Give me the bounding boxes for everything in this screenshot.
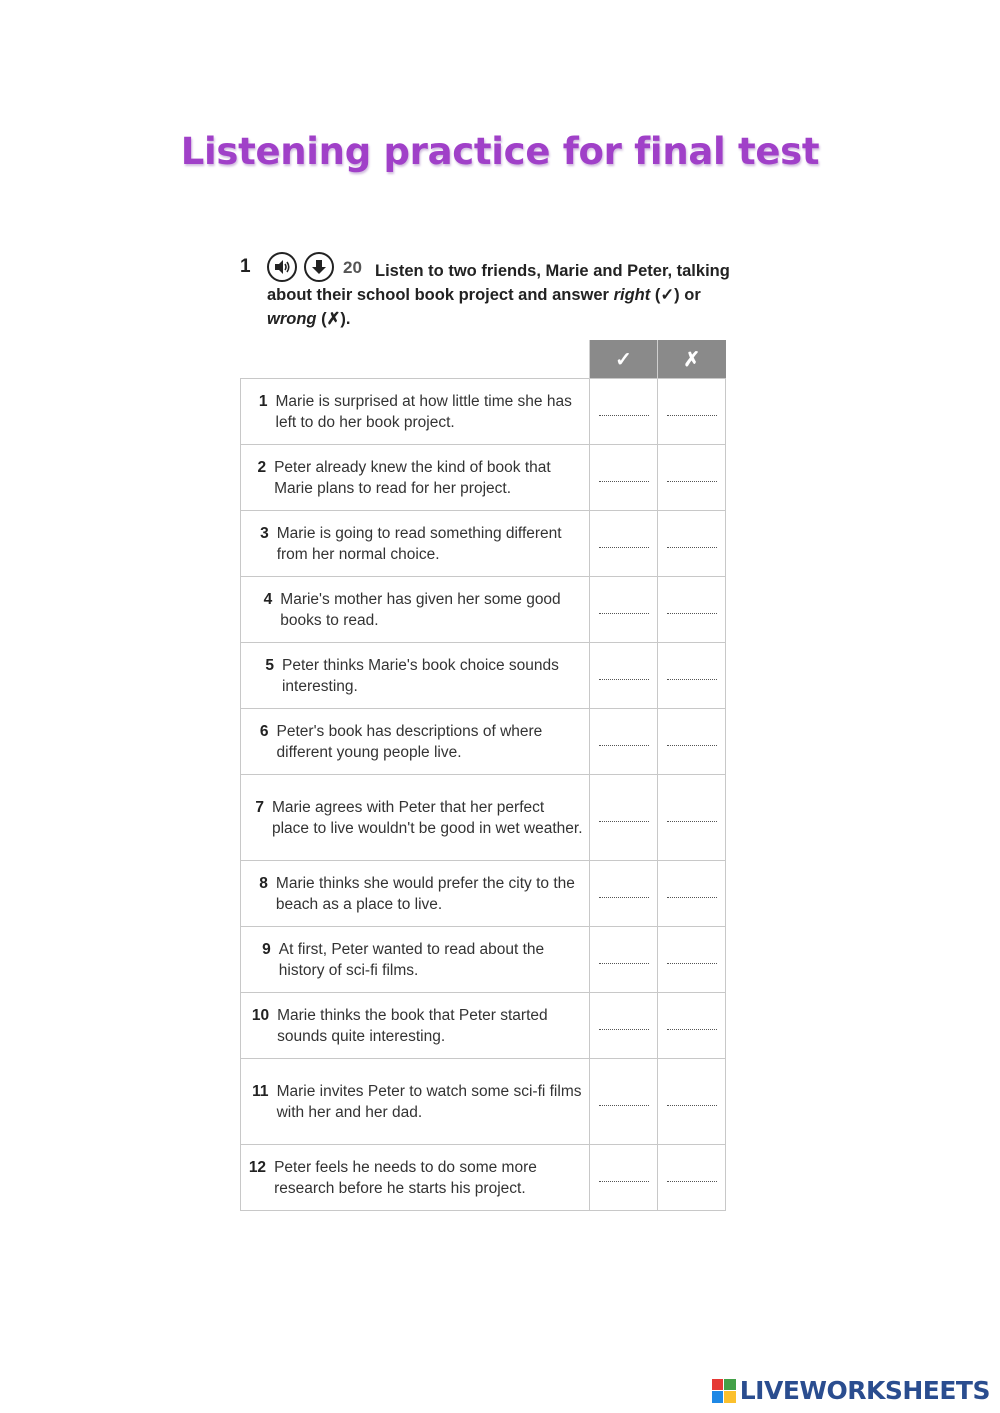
question-text: Marie is surprised at how little time she has left to do her book project.: [275, 392, 572, 431]
answer-blank[interactable]: [667, 546, 717, 548]
exercise-number: 1: [240, 256, 251, 277]
answer-wrong-cell[interactable]: [658, 445, 726, 511]
answer-wrong-cell[interactable]: [658, 1059, 726, 1145]
question-number: 4: [263, 590, 273, 608]
question-cell: [241, 1059, 590, 1145]
answer-wrong-cell[interactable]: [658, 861, 726, 927]
answer-right-cell[interactable]: [590, 775, 658, 861]
question-cell: [241, 643, 590, 709]
question-cell: [241, 445, 590, 511]
answer-right-cell[interactable]: [590, 577, 658, 643]
answer-blank[interactable]: [599, 612, 649, 614]
answer-wrong-cell[interactable]: [658, 775, 726, 861]
wrong-word: wrong: [267, 310, 317, 328]
right-word: right: [613, 286, 651, 304]
table-row: [241, 643, 726, 709]
table-row: [241, 993, 726, 1059]
table-row: [241, 379, 726, 445]
answer-right-cell[interactable]: [590, 379, 658, 445]
question-text: Peter's book has descriptions of where different young people live.: [276, 722, 543, 761]
answer-wrong-cell[interactable]: [658, 1145, 726, 1211]
answer-blank[interactable]: [599, 1104, 649, 1106]
table-row: [241, 709, 726, 775]
question-number: 3: [260, 524, 269, 542]
question-text: Marie's mother has given her some good books to read.: [280, 590, 561, 629]
answer-blank[interactable]: [599, 820, 649, 822]
question-text: Peter feels he needs to do some more research before he starts his project.: [274, 1158, 537, 1197]
footer-brand: [712, 1376, 990, 1405]
answer-right-cell[interactable]: [590, 993, 658, 1059]
answer-right-cell[interactable]: [590, 709, 658, 775]
answer-blank[interactable]: [667, 820, 717, 822]
track-number: 20: [343, 258, 362, 277]
answer-blank[interactable]: [599, 1180, 649, 1182]
header-wrong: ✗: [658, 340, 726, 379]
answer-right-cell[interactable]: [590, 861, 658, 927]
question-number: 10: [251, 1006, 270, 1024]
wrong-symbol: (✗).: [321, 310, 351, 328]
table-row: [241, 927, 726, 993]
question-number: 9: [262, 940, 271, 958]
question-text: Marie agrees with Peter that her perfect place to live wouldn't be good in wet weather.: [271, 798, 583, 837]
answer-blank[interactable]: [667, 678, 717, 680]
answer-blank[interactable]: [599, 414, 649, 416]
table-row: [241, 1145, 726, 1211]
answer-wrong-cell[interactable]: [658, 511, 726, 577]
table-row: [241, 511, 726, 577]
answer-wrong-cell[interactable]: [658, 643, 726, 709]
right-symbol: (✓): [654, 286, 680, 304]
answer-right-cell[interactable]: [590, 1145, 658, 1211]
question-cell: [241, 1145, 590, 1211]
answer-blank[interactable]: [667, 962, 717, 964]
question-number: 12: [248, 1158, 267, 1176]
answer-blank[interactable]: [667, 414, 717, 416]
answer-blank[interactable]: [599, 962, 649, 964]
question-number: 7: [255, 798, 264, 816]
header-right: ✓: [590, 340, 658, 379]
answer-blank[interactable]: [667, 744, 717, 746]
answer-wrong-cell[interactable]: [658, 993, 726, 1059]
table-row: [241, 577, 726, 643]
answer-right-cell[interactable]: [590, 445, 658, 511]
question-number: 2: [257, 458, 267, 476]
table-row: [241, 861, 726, 927]
question-text: Marie invites Peter to watch some sci-fi films with her and her dad.: [276, 1082, 582, 1121]
question-cell: [241, 993, 590, 1059]
question-cell: [241, 861, 590, 927]
answer-blank[interactable]: [667, 612, 717, 614]
page-title: Listening practice for final test: [180, 130, 820, 173]
answer-right-cell[interactable]: [590, 1059, 658, 1145]
exercise-instruction: [267, 259, 737, 331]
table-row: [241, 775, 726, 861]
or-word: or: [679, 286, 701, 304]
answer-wrong-cell[interactable]: [658, 379, 726, 445]
question-number: 11: [252, 1082, 269, 1100]
answer-blank[interactable]: [599, 744, 649, 746]
question-table: [240, 340, 726, 1211]
question-rows: [241, 379, 726, 1211]
question-number: 1: [258, 392, 268, 410]
question-cell: [241, 775, 590, 861]
question-cell: [241, 927, 590, 993]
brand-name: LIVEWORKSHEETS: [739, 1376, 990, 1405]
answer-wrong-cell[interactable]: [658, 709, 726, 775]
answer-right-cell[interactable]: [590, 927, 658, 993]
question-number: 6: [259, 722, 269, 740]
answer-blank[interactable]: [667, 480, 717, 482]
answer-wrong-cell[interactable]: [658, 927, 726, 993]
question-text: Marie thinks she would prefer the city to the beach as a place to live.: [275, 874, 575, 913]
answer-blank[interactable]: [667, 1104, 717, 1106]
answer-blank[interactable]: [667, 1180, 717, 1182]
answer-right-cell[interactable]: [590, 511, 658, 577]
table-row: [241, 445, 726, 511]
answer-blank[interactable]: [599, 546, 649, 548]
question-cell: [241, 577, 590, 643]
answer-right-cell[interactable]: [590, 643, 658, 709]
answer-blank[interactable]: [599, 678, 649, 680]
question-number: 5: [265, 656, 274, 674]
question-number: 8: [259, 874, 268, 892]
question-text: Peter thinks Marie's book choice sounds interesting.: [281, 656, 559, 695]
answer-blank[interactable]: [599, 480, 649, 482]
question-cell: [241, 511, 590, 577]
question-cell: [241, 709, 590, 775]
question-text: Marie is going to read something different from her normal choice.: [276, 524, 562, 563]
answer-wrong-cell[interactable]: [658, 577, 726, 643]
table-row: [241, 1059, 726, 1145]
answer-blank[interactable]: [667, 896, 717, 898]
liveworksheets-logo-icon: [712, 1379, 736, 1403]
answer-blank[interactable]: [599, 1028, 649, 1030]
question-text: At first, Peter wanted to read about the history of sci-fi films.: [278, 940, 545, 979]
answer-blank[interactable]: [599, 896, 649, 898]
answer-blank[interactable]: [667, 1028, 717, 1030]
question-cell: [241, 379, 590, 445]
question-text: Marie thinks the book that Peter started sounds quite interesting.: [277, 1006, 548, 1045]
question-text: Peter already knew the kind of book that Marie plans to read for her project.: [274, 458, 551, 497]
instruction-text: Listen to two friends, Marie and Peter, talking about their school book project and answer: [267, 262, 730, 304]
header-blank: [241, 340, 590, 379]
